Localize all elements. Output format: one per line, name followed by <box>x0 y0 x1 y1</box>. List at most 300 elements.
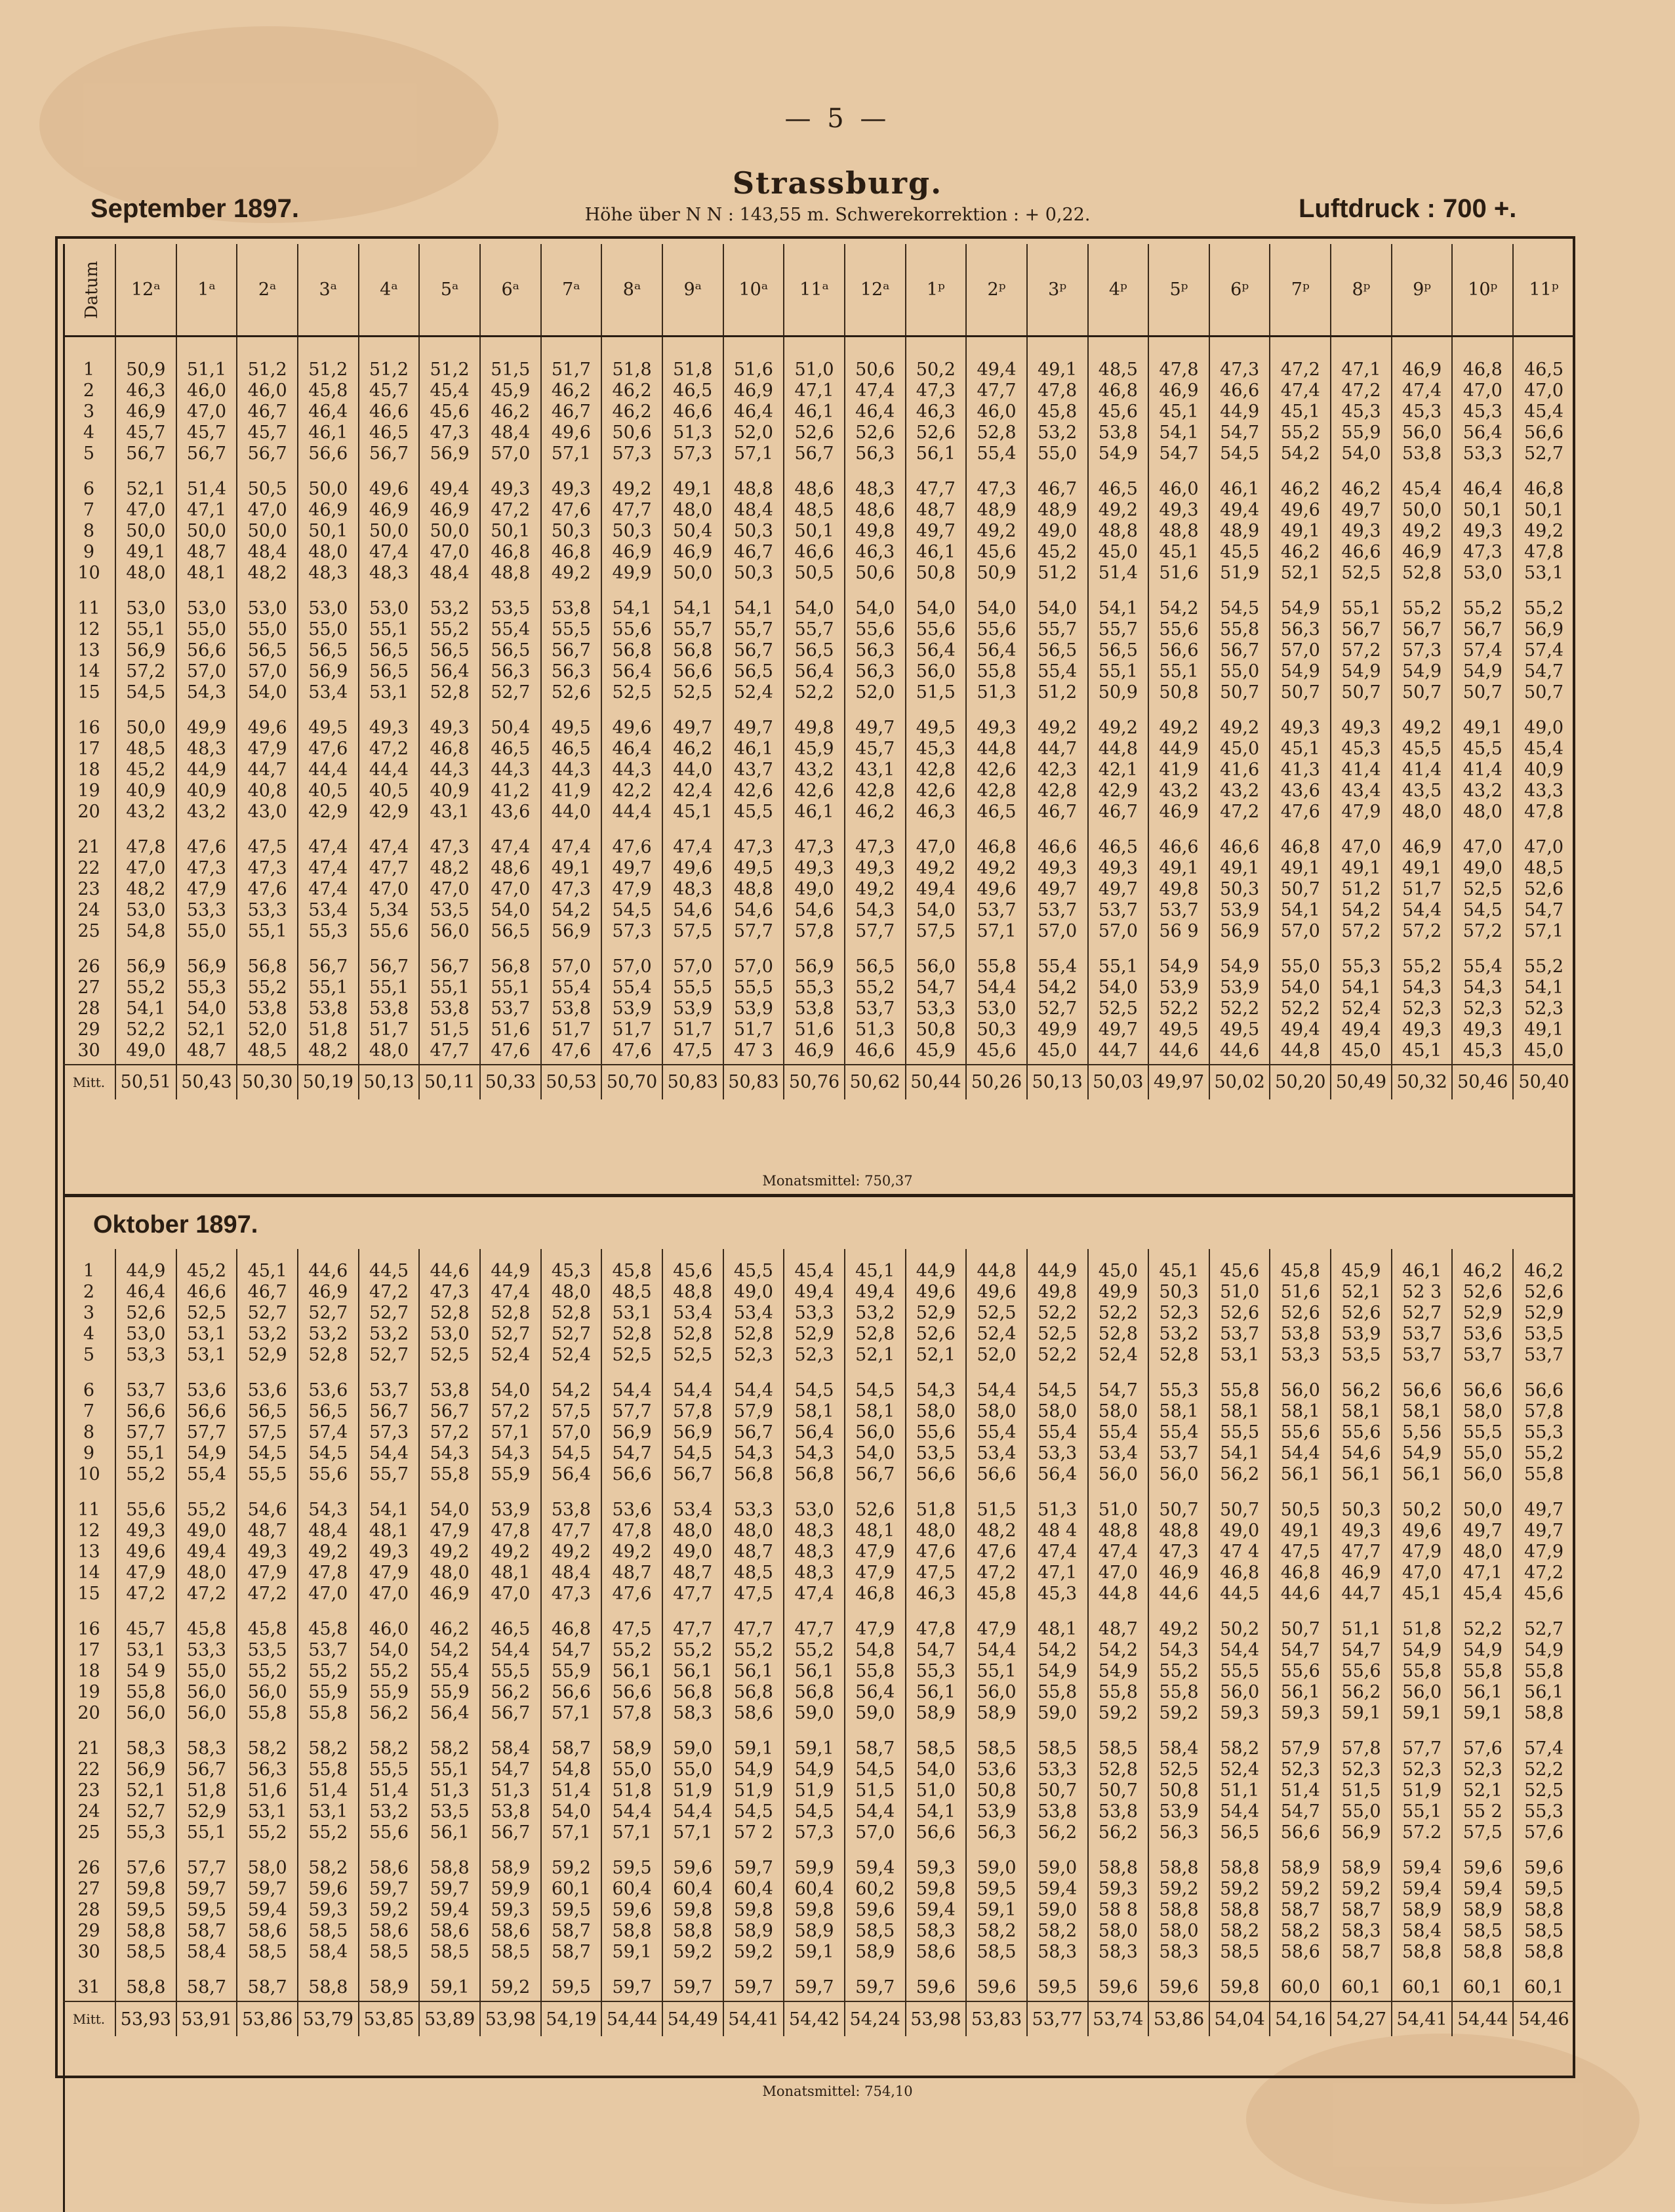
pressure-value: 49,2 <box>855 878 895 899</box>
pressure-value: 59,1 <box>430 1977 470 1997</box>
pressure-value: 48,9 <box>977 499 1017 520</box>
day-number: 2 <box>83 380 95 401</box>
pressure-cell <box>541 945 602 1065</box>
pressure-value: 48,5 <box>1524 857 1564 878</box>
pressure-value: 58,6 <box>369 1921 409 1941</box>
day-number: 18 <box>77 1661 100 1681</box>
pressure-value: 46,8 <box>1463 359 1503 380</box>
day-number: 11 <box>77 1500 100 1520</box>
day-number: 18 <box>77 759 100 780</box>
pressure-value: 48,7 <box>673 1563 713 1583</box>
pressure-value: 49,0 <box>794 878 834 899</box>
pressure-cell <box>237 1727 298 1846</box>
pressure-value: 49,1 <box>1463 717 1503 738</box>
pressure-value: 56,7 <box>673 1464 713 1485</box>
pressure-value: 48,3 <box>308 562 348 583</box>
pressure-value: 55,6 <box>369 920 409 941</box>
pressure-cell <box>237 1488 298 1607</box>
day-number: 20 <box>77 801 100 822</box>
pressure-cell <box>359 1488 420 1607</box>
pressure-value: 50,9 <box>1098 682 1138 703</box>
pressure-value: 60,1 <box>1524 1977 1564 1997</box>
pressure-value: 50,8 <box>916 1019 956 1040</box>
day-number: 17 <box>77 738 100 759</box>
pressure-cell <box>662 586 723 706</box>
pressure-value: 52,2 <box>1038 1303 1078 1323</box>
pressure-value: 54,2 <box>430 1640 470 1660</box>
pressure-value: 45,7 <box>126 422 166 443</box>
pressure-value: 55,7 <box>733 619 773 640</box>
pressure-value: 59,1 <box>1402 1703 1442 1723</box>
pressure-value: 54,0 <box>1280 977 1320 998</box>
pressure-cell <box>1452 1965 1513 2001</box>
hour-header: 5ᵖ <box>1148 244 1209 336</box>
pressure-value: 58,1 <box>1220 1401 1260 1422</box>
pressure-value: 52,8 <box>430 682 470 703</box>
pressure-value: 52,7 <box>491 682 531 703</box>
pressure-value: 48,4 <box>430 562 470 583</box>
pressure-value: 49,5 <box>916 717 956 738</box>
pressure-value: 45,7 <box>126 1619 166 1639</box>
pressure-value: 43,2 <box>126 801 166 822</box>
pressure-value: 49,1 <box>126 541 166 562</box>
pressure-value: 58,2 <box>308 1858 348 1878</box>
pressure-value: 46,3 <box>855 541 895 562</box>
pressure-value: 56,2 <box>1220 1464 1260 1485</box>
pressure-cell <box>662 336 723 467</box>
pressure-value: 45,0 <box>1220 738 1260 759</box>
pressure-value: 55,7 <box>673 619 713 640</box>
pressure-value: 59,7 <box>673 1977 713 1997</box>
pressure-value: 60,4 <box>794 1879 834 1899</box>
pressure-value: 46,1 <box>733 738 773 759</box>
day-number: 3 <box>83 401 95 422</box>
pressure-value: 50,3 <box>733 520 773 541</box>
pressure-value: 51,7 <box>369 1019 409 1040</box>
pressure-value: 51,4 <box>1280 1780 1320 1801</box>
pressure-value: 56,7 <box>491 1703 531 1723</box>
pressure-value: 49,3 <box>1098 857 1138 878</box>
pressure-value: 48,0 <box>369 1040 409 1061</box>
pressure-value: 58,3 <box>1098 1942 1138 1962</box>
pressure-value: 59,0 <box>1038 1858 1078 1878</box>
pressure-cell <box>1270 467 1331 586</box>
day-number: 27 <box>77 977 100 998</box>
pressure-value: 52,8 <box>491 1303 531 1323</box>
pressure-cell <box>298 945 359 1065</box>
pressure-cell <box>723 1368 784 1488</box>
pressure-value: 58,7 <box>1280 1900 1320 1920</box>
pressure-value: 47,7 <box>612 499 652 520</box>
table-row-group <box>63 1727 1574 1846</box>
pressure-value: 53,4 <box>733 1303 773 1323</box>
pressure-cell <box>419 1607 480 1727</box>
pressure-value: 56,5 <box>308 1401 348 1422</box>
pressure-value: 44,6 <box>1159 1584 1199 1604</box>
pressure-value: 53,7 <box>369 1380 409 1401</box>
pressure-value: 40,5 <box>308 780 348 801</box>
pressure-value: 46,9 <box>673 541 713 562</box>
pressure-value: 46,7 <box>247 401 287 422</box>
pressure-cell <box>1148 336 1209 467</box>
pressure-value: 55,0 <box>186 619 227 640</box>
pressure-cell <box>1148 1607 1209 1727</box>
pressure-value: 52,5 <box>977 1303 1017 1323</box>
pressure-value: 54,3 <box>308 1500 348 1520</box>
pressure-value: 44,6 <box>1159 1040 1199 1061</box>
hour-header: 4ᵖ <box>1088 244 1149 336</box>
pressure-value: 55,9 <box>430 1682 470 1702</box>
pressure-value: 45,1 <box>1280 401 1320 422</box>
pressure-value: 51,5 <box>977 1500 1017 1520</box>
pressure-value: 54,2 <box>551 1380 591 1401</box>
pressure-cell <box>784 1368 845 1488</box>
pressure-value: 49,3 <box>1159 499 1199 520</box>
pressure-value: 50,7 <box>1038 1780 1078 1801</box>
pressure-value: 58,4 <box>491 1738 531 1759</box>
table-row-group <box>63 706 1574 825</box>
pressure-value: 42,8 <box>916 759 956 780</box>
pressure-value: 59,5 <box>977 1879 1017 1899</box>
hour-header: 7ᵖ <box>1270 244 1331 336</box>
pressure-value: 56,6 <box>1159 640 1199 661</box>
pressure-value: 57.2 <box>1402 1822 1442 1843</box>
pressure-value: 48,8 <box>733 878 773 899</box>
pressure-value: 49,1 <box>1280 1521 1320 1541</box>
pressure-value: 59,6 <box>916 1977 956 1997</box>
pressure-value: 56,6 <box>673 661 713 682</box>
pressure-cell <box>1088 1965 1149 2001</box>
pressure-value: 47,5 <box>1280 1542 1320 1562</box>
pressure-cell <box>541 706 602 825</box>
pressure-value: 57,3 <box>612 443 652 464</box>
pressure-value: 53,7 <box>308 1640 348 1660</box>
pressure-value: 45,6 <box>430 401 470 422</box>
pressure-value: 59,2 <box>1159 1703 1199 1723</box>
pressure-value: 56,0 <box>186 1703 227 1723</box>
pressure-value: 49,2 <box>551 562 591 583</box>
pressure-label: Luftdruck : 700 +. <box>1299 194 1517 223</box>
pressure-cell <box>1209 706 1270 825</box>
pressure-value: 45,6 <box>1220 1261 1260 1281</box>
pressure-value: 57,0 <box>1280 640 1320 661</box>
pressure-value: 50,7 <box>1524 682 1564 703</box>
pressure-value: 49,8 <box>855 520 895 541</box>
pressure-value: 42,8 <box>855 780 895 801</box>
pressure-value: 55,2 <box>247 1822 287 1843</box>
pressure-value: 46,5 <box>491 1619 531 1639</box>
day-number: 30 <box>77 1040 100 1061</box>
pressure-value: 59,8 <box>1220 1977 1260 1997</box>
pressure-value: 54,4 <box>1220 1640 1260 1660</box>
pressure-value: 58,7 <box>186 1921 227 1941</box>
pressure-value: 58,5 <box>430 1942 470 1962</box>
pressure-value: 47,4 <box>1280 380 1320 401</box>
pressure-cell <box>1270 1965 1331 2001</box>
pressure-value: 54,8 <box>126 920 166 941</box>
pressure-cell <box>966 825 1027 945</box>
pressure-value: 48,4 <box>247 541 287 562</box>
pressure-value: 42,6 <box>977 759 1017 780</box>
pressure-value: 58,9 <box>916 1703 956 1723</box>
pressure-value: 54,7 <box>1280 1640 1320 1660</box>
pressure-value: 51,4 <box>369 1780 409 1801</box>
pressure-value: 48,6 <box>855 499 895 520</box>
pressure-value: 59,3 <box>1220 1703 1260 1723</box>
pressure-cell <box>966 467 1027 586</box>
pressure-value: 53,2 <box>369 1801 409 1822</box>
pressure-value: 44,8 <box>977 738 1017 759</box>
pressure-cell <box>298 336 359 467</box>
pressure-value: 49,7 <box>733 717 773 738</box>
pressure-cell <box>906 1965 967 2001</box>
pressure-cell <box>115 1965 176 2001</box>
pressure-value: 56,2 <box>1098 1822 1138 1843</box>
pressure-value: 54,5 <box>1463 899 1503 920</box>
pressure-value: 48,0 <box>673 499 713 520</box>
pressure-value: 54,3 <box>733 1443 773 1464</box>
pressure-value: 57,1 <box>491 1422 531 1443</box>
pressure-value: 52,8 <box>1098 1759 1138 1780</box>
pressure-value: 58,8 <box>126 1977 166 1997</box>
pressure-value: 51,2 <box>247 359 287 380</box>
pressure-value: 56,0 <box>916 661 956 682</box>
mean-value: 50,43 <box>176 1065 237 1099</box>
pressure-value: 55,4 <box>551 977 591 998</box>
pressure-cell <box>1088 945 1149 1065</box>
pressure-value: 47,0 <box>1463 836 1503 857</box>
pressure-value: 53,3 <box>794 1303 834 1323</box>
pressure-cell <box>1331 945 1392 1065</box>
pressure-value: 49,0 <box>733 1282 773 1302</box>
pressure-value: 49,1 <box>551 857 591 878</box>
pressure-value: 47,8 <box>126 836 166 857</box>
station-title: Strassburg. <box>732 165 943 201</box>
pressure-cell <box>298 1607 359 1727</box>
pressure-value: 47,3 <box>855 836 895 857</box>
pressure-value: 56,5 <box>1038 640 1078 661</box>
pressure-value: 49,3 <box>126 1521 166 1541</box>
pressure-value: 56,1 <box>430 1822 470 1843</box>
pressure-value: 56,1 <box>1280 1464 1320 1485</box>
pressure-value: 55,0 <box>1341 1801 1381 1822</box>
pressure-value: 55,2 <box>673 1640 713 1660</box>
pressure-value: 59,7 <box>612 1977 652 1997</box>
pressure-cell <box>237 586 298 706</box>
pressure-value: 48,8 <box>1159 1521 1199 1541</box>
pressure-value: 59,7 <box>855 1977 895 1997</box>
pressure-cell <box>1513 1249 1574 1368</box>
pressure-value: 56,9 <box>794 956 834 977</box>
pressure-value: 59,3 <box>916 1858 956 1878</box>
pressure-value: 57,8 <box>1341 1738 1381 1759</box>
pressure-cell <box>1209 467 1270 586</box>
pressure-value: 47,1 <box>1341 359 1381 380</box>
pressure-value: 52,8 <box>1159 1345 1199 1365</box>
pressure-value: 47,0 <box>491 878 531 899</box>
pressure-value: 57,0 <box>612 956 652 977</box>
pressure-cell <box>480 1965 541 2001</box>
pressure-value: 45,3 <box>1463 401 1503 422</box>
pressure-value: 58,6 <box>430 1921 470 1941</box>
pressure-value: 46,9 <box>308 1282 348 1302</box>
pressure-value: 53,2 <box>369 1324 409 1344</box>
pressure-value: 49,3 <box>1402 1019 1442 1040</box>
pressure-value: 51,0 <box>1098 1500 1138 1520</box>
pressure-value: 44,8 <box>1098 738 1138 759</box>
pressure-value: 58,0 <box>1038 1401 1078 1422</box>
mean-value: 50,26 <box>966 1065 1027 1099</box>
pressure-value: 58,8 <box>1159 1900 1199 1920</box>
pressure-value: 45,9 <box>794 738 834 759</box>
pressure-value: 53,6 <box>1463 1324 1503 1344</box>
mitt-label: Mitt. <box>63 2001 115 2036</box>
pressure-value: 44,4 <box>612 801 652 822</box>
pressure-value: 58,7 <box>247 1977 287 1997</box>
pressure-value: 46,9 <box>1402 836 1442 857</box>
pressure-value: 53,6 <box>247 1380 287 1401</box>
pressure-cell <box>237 336 298 467</box>
mean-value: 54,46 <box>1513 2001 1574 2036</box>
pressure-value: 54,0 <box>1341 443 1381 464</box>
pressure-value: 56,9 <box>186 956 227 977</box>
pressure-value: 49,4 <box>1341 1019 1381 1040</box>
pressure-value: 59,9 <box>491 1879 531 1899</box>
pressure-value: 46,0 <box>186 380 227 401</box>
pressure-value: 45,9 <box>1341 1261 1381 1281</box>
pressure-value: 57,2 <box>1341 640 1381 661</box>
pressure-value: 54,5 <box>794 1380 834 1401</box>
pressure-value: 58,8 <box>126 1921 166 1941</box>
day-number: 29 <box>77 1019 100 1040</box>
pressure-value: 54,6 <box>733 899 773 920</box>
pressure-value: 40,9 <box>430 780 470 801</box>
pressure-value: 44,9 <box>491 1261 531 1281</box>
pressure-value: 54,6 <box>1341 1443 1381 1464</box>
pressure-value: 52,7 <box>551 1324 591 1344</box>
pressure-value: 48,0 <box>1463 1542 1503 1562</box>
pressure-value: 45,3 <box>1341 738 1381 759</box>
pressure-value: 49,6 <box>1280 499 1320 520</box>
pressure-value: 51,7 <box>551 359 591 380</box>
mean-value: 50,40 <box>1513 1065 1574 1099</box>
pressure-value: 49,2 <box>1159 717 1199 738</box>
pressure-value: 57,2 <box>491 1401 531 1422</box>
pressure-value: 41,6 <box>1220 759 1260 780</box>
day-number: 6 <box>83 478 95 499</box>
pressure-value: 53,4 <box>673 1500 713 1520</box>
pressure-value: 53,1 <box>186 1345 227 1365</box>
pressure-value: 46,0 <box>369 1619 409 1639</box>
pressure-value: 57,9 <box>733 1401 773 1422</box>
pressure-cell <box>1148 1727 1209 1846</box>
pressure-value: 45,0 <box>1098 541 1138 562</box>
pressure-cell <box>1209 336 1270 467</box>
pressure-cell <box>541 1488 602 1607</box>
pressure-value: 49,9 <box>612 562 652 583</box>
pressure-value: 52,2 <box>794 682 834 703</box>
pressure-value: 52 3 <box>1402 1282 1442 1302</box>
pressure-cell <box>1027 1488 1088 1607</box>
pressure-value: 46,9 <box>126 401 166 422</box>
pressure-value: 55,2 <box>855 977 895 998</box>
pressure-value: 56,6 <box>1463 1380 1503 1401</box>
pressure-value: 58,9 <box>491 1858 531 1878</box>
pressure-value: 54,5 <box>247 1443 287 1464</box>
pressure-value: 60,1 <box>551 1879 591 1899</box>
pressure-value: 47,0 <box>1524 380 1564 401</box>
pressure-value: 55,2 <box>612 1640 652 1660</box>
pressure-cell <box>115 1846 176 1965</box>
pressure-value: 46,2 <box>612 380 652 401</box>
pressure-value: 47,4 <box>1038 1542 1078 1562</box>
day-number: 19 <box>77 1682 100 1702</box>
pressure-value: 58,2 <box>247 1738 287 1759</box>
pressure-value: 59,6 <box>977 1977 1017 1997</box>
pressure-value: 57,4 <box>1524 640 1564 661</box>
pressure-cell <box>419 1368 480 1488</box>
september-monatsmittel: Monatsmittel: 750,37 <box>762 1173 913 1189</box>
pressure-cell <box>1392 336 1453 467</box>
pressure-value: 53,9 <box>733 998 773 1019</box>
pressure-value: 52,6 <box>1341 1303 1381 1323</box>
pressure-value: 53,1 <box>186 1324 227 1344</box>
pressure-value: 49,5 <box>1220 1019 1260 1040</box>
pressure-value: 47,9 <box>126 1563 166 1583</box>
pressure-value: 47,4 <box>491 1282 531 1302</box>
pressure-value: 52,2 <box>1038 1345 1078 1365</box>
pressure-cell <box>1270 586 1331 706</box>
pressure-cell <box>1452 1249 1513 1368</box>
pressure-value: 53,9 <box>1159 1801 1199 1822</box>
pressure-value: 46,6 <box>1038 836 1078 857</box>
mean-value: 54,16 <box>1270 2001 1331 2036</box>
pressure-value: 53,2 <box>308 1324 348 1344</box>
pressure-value: 47,2 <box>1220 801 1260 822</box>
pressure-cell <box>1209 1607 1270 1727</box>
day-number: 12 <box>77 619 100 640</box>
pressure-value: 57,5 <box>1463 1822 1503 1843</box>
pressure-value: 46,9 <box>1341 1563 1381 1583</box>
pressure-cell <box>784 336 845 467</box>
pressure-value: 47,8 <box>308 1563 348 1583</box>
pressure-value: 54,8 <box>855 1640 895 1660</box>
pressure-value: 51,7 <box>673 1019 713 1040</box>
pressure-value: 43,4 <box>1341 780 1381 801</box>
pressure-cell <box>1392 1727 1453 1846</box>
pressure-value: 57,8 <box>612 1703 652 1723</box>
pressure-cell <box>480 706 541 825</box>
pressure-cell <box>1088 336 1149 467</box>
pressure-value: 49,6 <box>612 717 652 738</box>
pressure-value: 47,4 <box>673 836 713 857</box>
day-number: 12 <box>77 1521 100 1541</box>
pressure-value: 45,8 <box>1038 401 1078 422</box>
day-cell <box>63 1965 115 2001</box>
pressure-value: 51,7 <box>733 1019 773 1040</box>
pressure-value: 54,7 <box>1159 443 1199 464</box>
pressure-value: 54,7 <box>491 1759 531 1780</box>
pressure-value: 47,4 <box>551 836 591 857</box>
pressure-value: 53,1 <box>1220 1345 1260 1365</box>
pressure-cell <box>1027 706 1088 825</box>
pressure-value: 47,8 <box>1038 380 1078 401</box>
pressure-cell <box>845 706 906 825</box>
pressure-value: 49,1 <box>1280 857 1320 878</box>
pressure-value: 49,2 <box>977 520 1017 541</box>
day-cell <box>63 586 115 706</box>
pressure-cell <box>298 1249 359 1368</box>
